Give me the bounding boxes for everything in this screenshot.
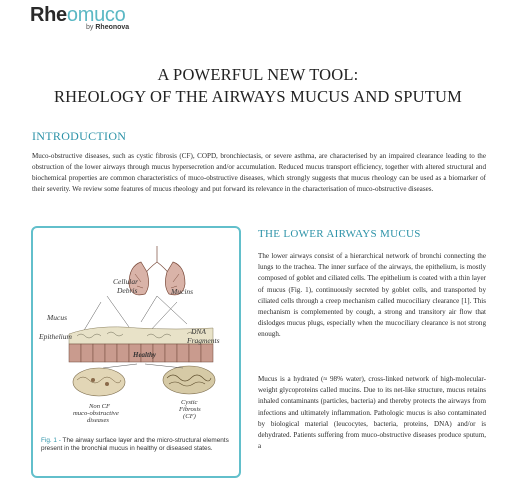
callout-line-cf — [145, 364, 183, 368]
lower-airways-paragraph-1: The lower airways consist of a hierarchical network of bronchi connecting the lungs to the trachea. The inner surface of the airways, the epithelium, is mostly composed of goblet and ciliated cells. The epithelium is coated with a thin layer of mucus (Fig. 1), continuously secreted by goblet cells, and transported by ciliated cells through a creep mechanism called mucociliary clearance [1]. This mechanism is complemented by cough, a strong and transitory air flow that dislodges mucus plugs, especially when the mucociliary clearance is not strong enough. — [258, 252, 486, 339]
logo-subtitle: by Rheonova — [86, 24, 130, 31]
introduction-heading: INTRODUCTION — [32, 129, 127, 143]
label-mucins: Mucins — [171, 287, 194, 296]
lower-airways-paragraph-2: Mucus is a hydrated (≈ 98% water), cross-linked network of high-molecular-weight glycoproteins called mucins. Due to its net-like structure, mucus retains inhaled contaminants (particles, bacteria) and thereby protects the airways from infections and ultimately inflammation. Pathologic mucus is also contaminated by biological material (leucocytes, bacteria, proteins, DNA) and/or is dehydrated. Patients suffering from muco-obstructive diseases produce sputum, a — [258, 375, 486, 451]
title-line-1: A POWERFUL NEW TOOL: — [157, 65, 359, 84]
brand-logo — [30, 4, 129, 31]
non-cf-sample — [73, 368, 125, 396]
callout-lines — [83, 296, 187, 332]
label-cystic: Cystic — [181, 399, 198, 406]
figure-caption: Fig. 1 - The airway surface layer and the micro-structural elements present in the bronchial mucus in healthy or diseased states. — [41, 437, 229, 452]
callout-line-noncf — [103, 364, 137, 368]
label-healthy: Healthy — [133, 351, 156, 359]
introduction-paragraph: Muco-obstructive diseases, such as cystic fibrosis (CF), COPD, bronchiectasis, or severe asthma, are characterised by an impaired clearance leading to the obstruction of the lower airways through mucus hypersecretion and/or accumulation. Reduced mucus transport efficiency, together with altered structural and biochemical properties are common characteristics of muco-obstructive diseases, which strongly suggests that mucus rheology can be used as a biomarker of their severity. We review some features of mucus rheology and put forward its relevance in the characterisation of muco-obstructive diseases. — [32, 152, 486, 194]
label-cf: (CF) — [183, 413, 196, 420]
cf-sample — [163, 366, 215, 394]
title-line-2: RHEOLOGY OF THE AIRWAYS MUCUS AND SPUTUM — [53, 87, 463, 106]
label-debris: Debris — [117, 286, 138, 295]
lower-airways-heading: THE LOWER AIRWAYS MUCUS — [258, 228, 421, 240]
label-fragments: Fragments — [187, 336, 220, 345]
airway-mucus-illustration — [37, 232, 239, 437]
label-mucus: Mucus — [47, 313, 67, 322]
label-cellular: Cellular — [113, 277, 139, 286]
logo-wordmark: Rheomuco — [30, 4, 126, 26]
figure-1-box — [31, 226, 241, 478]
page-title — [0, 64, 516, 108]
label-dna: DNA — [191, 327, 206, 336]
label-muco-obstructive: muco-obstructive — [73, 410, 119, 417]
label-epithelium: Epithelium — [39, 332, 72, 341]
label-noncf: Non CF — [89, 403, 111, 410]
label-fibrosis: Fibrosis — [179, 406, 201, 413]
label-diseases: diseases — [87, 417, 109, 424]
